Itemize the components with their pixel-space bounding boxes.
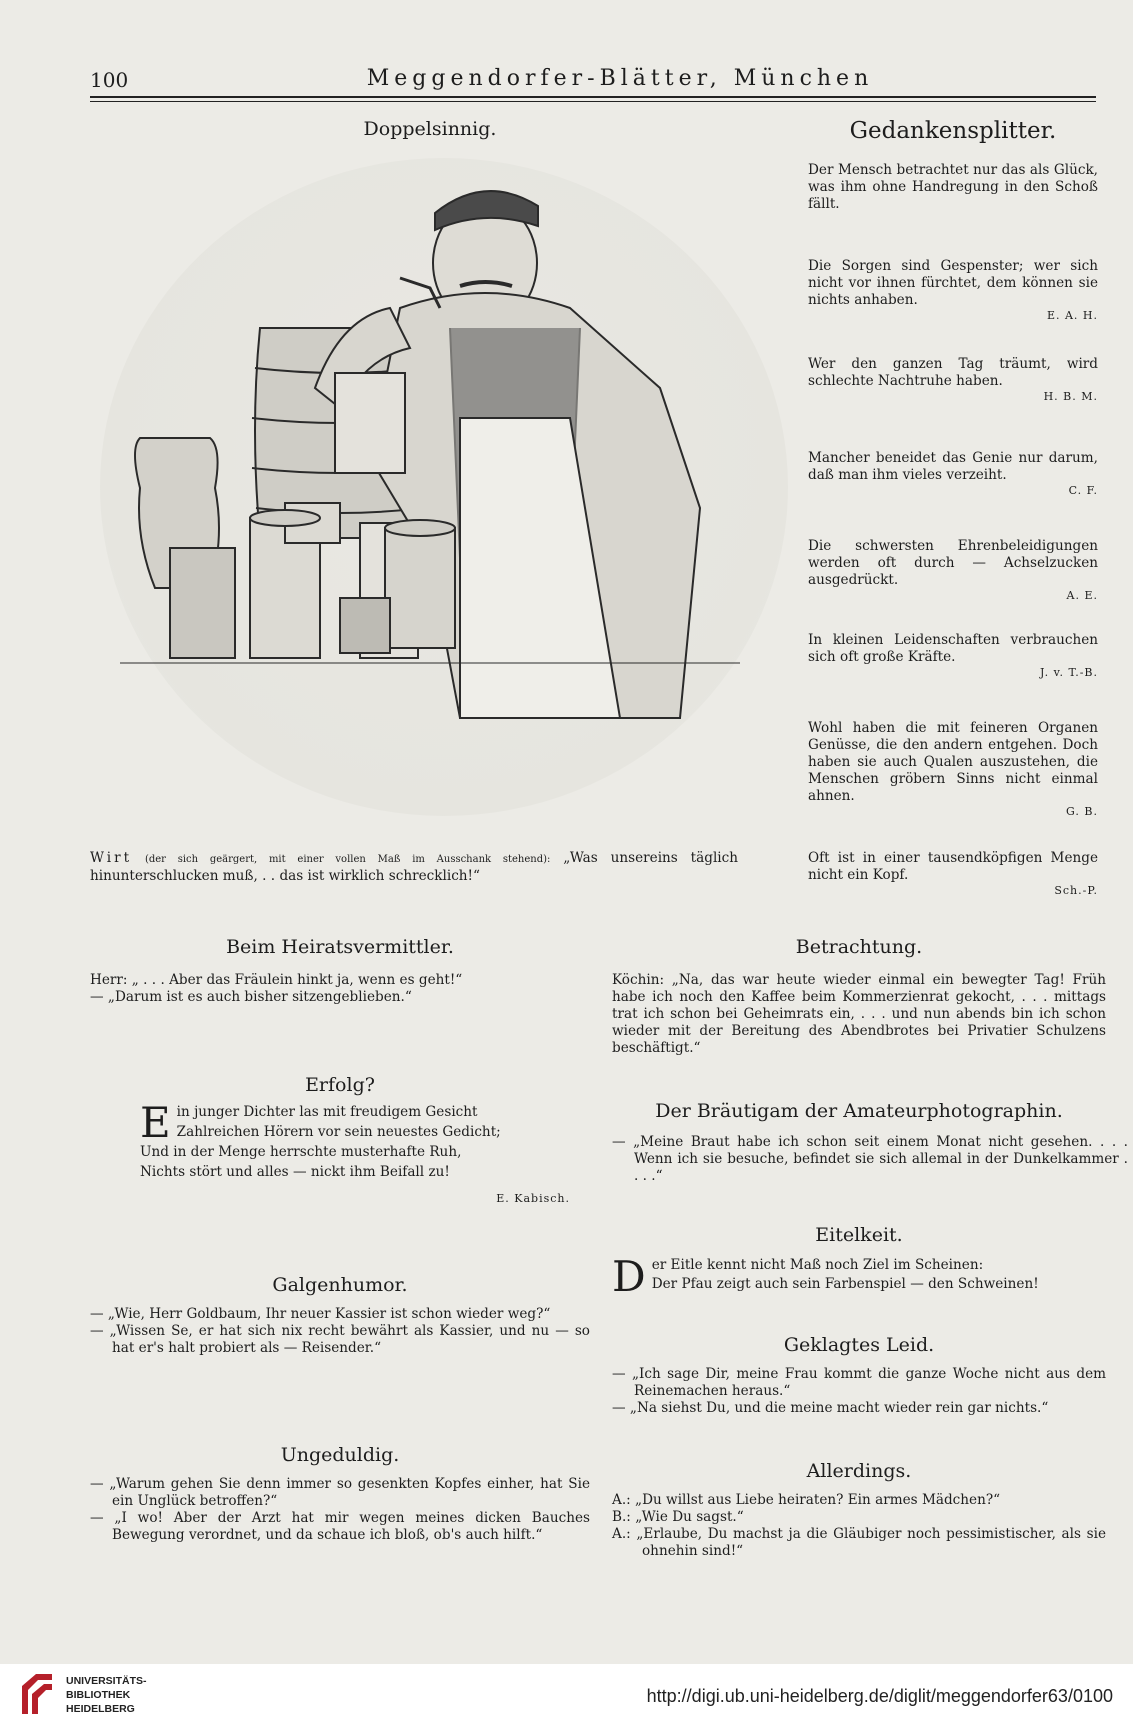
dialogue-line: — „Warum gehen Sie denn immer so gesenkten Kopfes einher, hat Sie ein Unglück betroffen?“ [90,1476,590,1509]
innkeeper-illustration [100,158,788,816]
header-rule-thin [90,101,1096,102]
aphorism-text: Oft ist in einer tausendköpfigen Menge nicht ein Kopf. [808,850,1098,883]
braeutigam-title: Der Bräutigam der Amateurphotographin. [655,1100,1063,1122]
poem-line: Nichts stört und alles — nickt ihm Beifall zu! [140,1164,450,1180]
library-logo-text [66,1674,147,1716]
aphorism-signature: H. B. M. [1043,390,1098,403]
poem-line: Zahlreichen Hörern vor sein neuestes Gedicht; [176,1124,501,1140]
heiratsvermittler-title: Beim Heiratsvermittler. [226,936,454,958]
allerdings-text [612,1492,1106,1560]
dialogue-line: B.: „Wie Du sagst.“ [612,1509,744,1525]
dropcap-letter: D [612,1252,646,1301]
aphorism-signature: A. E. [1066,589,1098,602]
aphorism-8 [808,850,1098,897]
dialogue-line: — „Darum ist es auch bisher sitzengeblieben.“ [90,989,412,1005]
caption-speaker: Wirt [90,850,133,866]
tankard-in-hand [335,373,405,473]
caption-quote: „Was unsereins täglich hinunterschlucken muß, . . das ist wirklich schrecklich!“ [90,850,739,884]
running-title: Meggendorfer-Blätter, München [366,66,874,91]
caption-note: (der sich geärgert, mit einer vollen Maß im Ausschank stehend): [144,854,551,865]
dialogue-line: A.: „Erlaube, Du machst ja die Gläubiger noch pessimistischer, als sie ohnehin sind!“ [612,1526,1106,1559]
erfolg-signature: E. Kabisch. [496,1192,570,1205]
poem-line: Der Pfau zeigt auch sein Farbenspiel — den Schweinen! [651,1276,1039,1292]
aphorism-6 [808,632,1098,679]
aphorism-signature: E. A. H. [1046,309,1098,322]
galgenhumor-title: Galgenhumor. [272,1274,408,1296]
betrachtung-title: Betrachtung. [795,936,923,958]
dialogue-line: A.: „Du willst aus Liebe heiraten? Ein armes Mädchen?“ [612,1492,1001,1508]
dialogue-line: — „Wissen Se, er hat sich nix recht bewährt als Kassier, und nu — so hat er's halt probiert als — Reisender.“ [90,1323,590,1356]
betrachtung-text: Köchin: „Na, das war heute wieder einmal ein bewegter Tag! Früh habe ich noch den Kaffee beim Kommerzienrat gekocht, . . . mittags trat ich schon bei Geheimrats ein, . . . und nun abends bin ich schon wieder mit der Bereitung des Abendbrotes bei Privatier Schulzens beschäftigt.“ [612,972,1106,1056]
aphorism-text: Die Sorgen sind Gespenster; wer sich nicht vor ihnen fürchtet, dem können sie nichts anhaben. [808,258,1098,308]
logo-line: BIBLIOTHEK [66,1689,131,1701]
allerdings-title: Allerdings. [806,1460,912,1482]
braeutigam-text: — „Meine Braut habe ich schon seit einem Monat nicht gesehen. . . . Wenn ich sie besuche, befindet sie sich allemal in der Dunkelkammer . . . .“ [612,1134,1128,1184]
heiratsvermittler-text [90,972,590,1006]
aphorism-text: In kleinen Leidenschaften verbrauchen sich oft große Kräfte. [808,632,1098,665]
page-number: 100 [90,68,129,92]
aphorism-text: Der Mensch betrachtet nur das als Glück, was ihm ohne Handregung in den Schoß fällt. [808,162,1098,212]
aphorism-1 [808,162,1098,213]
dialogue-line: Herr: „ . . . Aber das Fräulein hinkt ja, wenn es geht!“ [90,972,463,988]
dialogue-line: — „Wie, Herr Goldbaum, Ihr neuer Kassier ist schon wieder weg?“ [90,1306,551,1322]
aphorism-signature: J. v. T.-B. [1040,666,1098,679]
aphorism-text: Wohl haben die mit feineren Organen Genüsse, die den andern entgehen. Doch haben sie auch Qualen auszustehen, die Menschen gröbern Sinns nicht einmal ahnen. [808,720,1098,804]
aphorism-text: Die schwersten Ehrenbeleidigungen werden oft durch — Achselzucken ausgedrückt. [808,538,1098,588]
dialogue-line: — „I wo! Aber der Arzt hat mir wegen meines dicken Bauches Bewegung verordnet, und da schaue ich bloß, ob's auch hilft.“ [90,1510,590,1543]
illustration-caption [90,850,738,885]
doppelsinnig-title: Doppelsinnig. [363,118,497,140]
dialogue-line: — „Ich sage Dir, meine Frau kommt die ganze Woche nicht aus dem Reinemachen heraus.“ [612,1366,1106,1399]
aphorism-2 [808,258,1098,322]
eitelkeit-poem [612,1252,1106,1301]
aphorism-5 [808,538,1098,602]
dropcap-letter: E [140,1098,171,1147]
header-rule [90,96,1096,98]
erfolg-title: Erfolg? [305,1074,375,1096]
gedankensplitter-title: Gedankensplitter. [849,118,1057,144]
poem-line: er Eitle kennt nicht Maß noch Ziel im Scheinen: [651,1257,984,1273]
aphorism-7 [808,720,1098,818]
poem-line: in junger Dichter las mit freudigem Gesicht [176,1104,478,1120]
logo-line: UNIVERSITÄTS- [66,1675,147,1687]
aphorism-4 [808,450,1098,497]
geklagtes-leid-title: Geklagtes Leid. [783,1334,935,1356]
ungeduldig-title: Ungeduldig. [280,1444,400,1466]
eitelkeit-title: Eitelkeit. [815,1224,903,1246]
poem-line: Und in der Menge herrschte musterhafte Ruh, [140,1144,462,1160]
aphorism-signature: C. F. [1068,484,1098,497]
aphorism-signature: G. B. [1066,805,1098,818]
geklagtes-leid-text [612,1366,1106,1417]
source-url-link[interactable]: http://digi.ub.uni-heidelberg.de/diglit/meggendorfer63/0100 [646,1686,1113,1706]
ungeduldig-text [90,1476,590,1544]
logo-line: HEIDELBERG [66,1703,135,1715]
galgenhumor-text [90,1306,590,1357]
erfolg-poem [140,1098,590,1182]
aphorism-signature: Sch.-P. [1054,884,1098,897]
aphorism-text: Mancher beneidet das Genie nur darum, daß man ihm vieles verzeiht. [808,450,1098,483]
dialogue-line: — „Na siehst Du, und die meine macht wieder rein gar nichts.“ [612,1400,1049,1416]
aphorism-3 [808,356,1098,403]
aphorism-text: Wer den ganzen Tag träumt, wird schlechte Nachtruhe haben. [808,356,1098,389]
library-logo-icon [16,1670,58,1718]
